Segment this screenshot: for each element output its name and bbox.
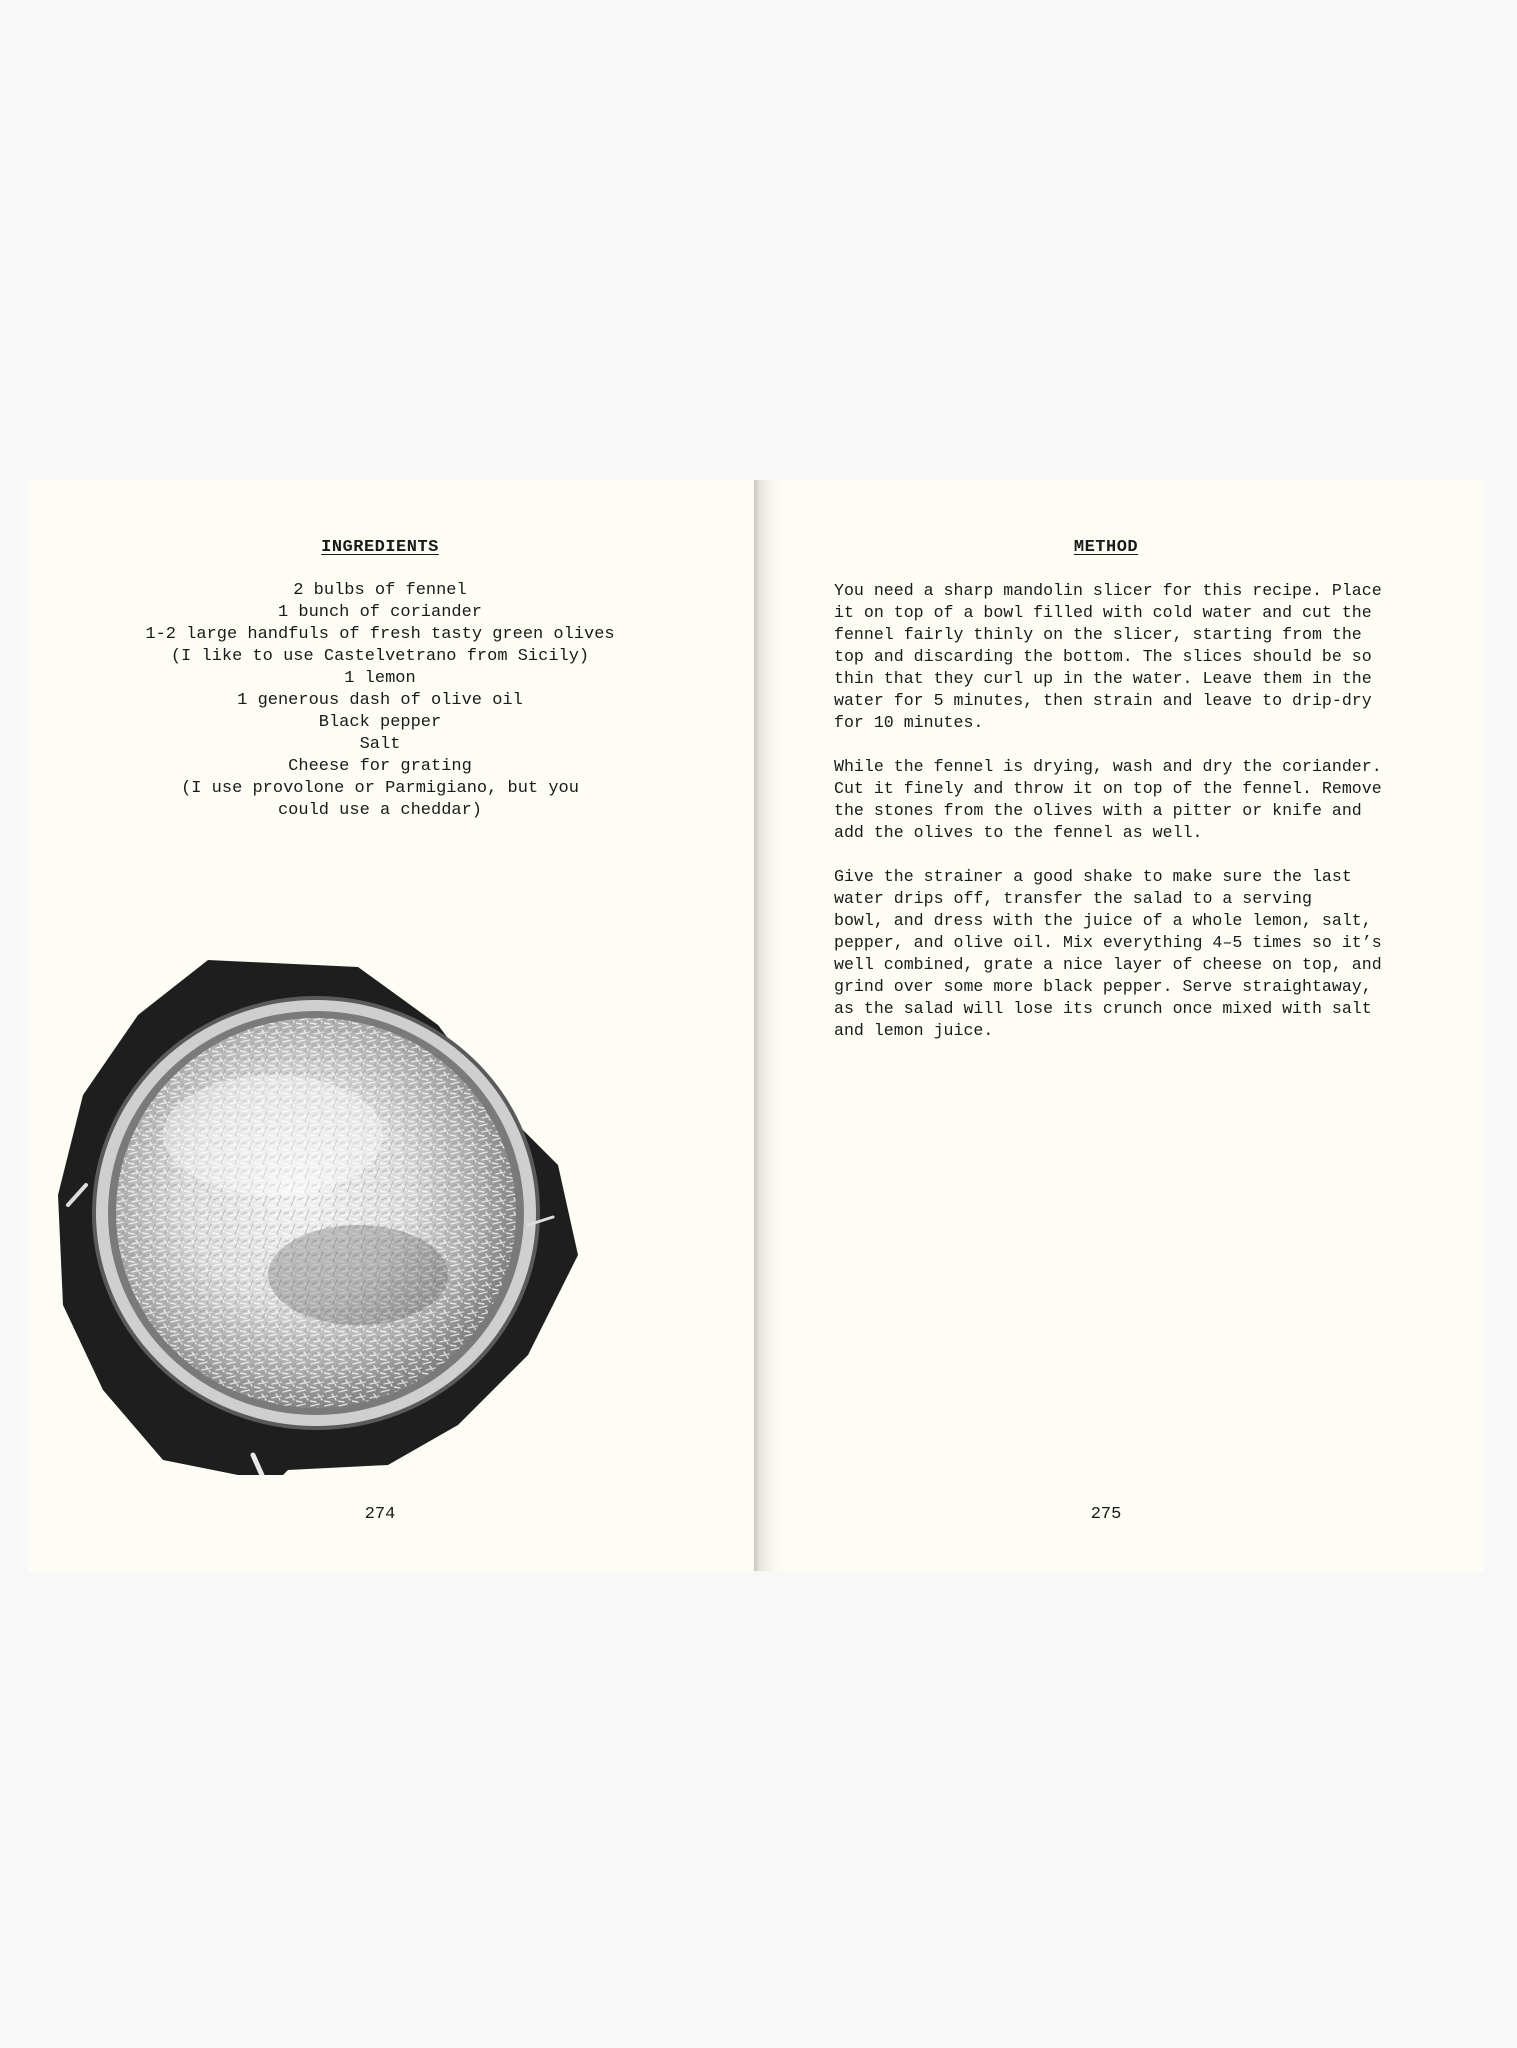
ingredient-item: Black pepper [318, 713, 442, 732]
ingredient-item: (I use provolone or Parmigiano, but you [181, 779, 579, 798]
left-page [28, 480, 756, 1571]
ingredient-item: Cheese for grating [288, 757, 472, 776]
method-heading: METHOD [1073, 538, 1139, 557]
ingredient-item: 1-2 large handfuls of fresh tasty green olives [145, 625, 615, 644]
ingredients-list [28, 580, 732, 822]
method-paragraph: While the fennel is drying, wash and dry the coriander. Cut it finely and throw it on top of the fennel. Remove the stones from the olives with a pitter or knife and add the olives to the fennel as well. [834, 757, 1382, 842]
book-gutter [754, 480, 757, 1571]
ingredient-item: (I like to use Castelvetrano from Sicily) [170, 647, 590, 666]
ingredient-item: Salt [359, 735, 401, 754]
ingredient-item: 1 generous dash of olive oil [237, 691, 523, 710]
method-paragraph: Give the strainer a good shake to make sure the last water drips off, transfer the salad to a serving bowl, and dress with the juice of a whole lemon, salt, pepper, and olive oil. Mix everything 4–5 times so it’s well combined, grate a nice layer of cheese on top, and grind over some more black pepper. Serve straightaway, as the salad will lose its crunch once mixed with salt and lemon juice. [834, 867, 1382, 1040]
method-text [834, 580, 1434, 1064]
grated-cheese-bowl-photo [58, 955, 578, 1475]
page-number-right: 275 [1090, 1505, 1122, 1524]
ingredient-item: 1 bunch of coriander [277, 603, 483, 622]
method-paragraph: You need a sharp mandolin slicer for this recipe. Place it on top of a bowl filled with cold water and cut the fennel fairly thinly on the slicer, starting from the top and discarding the bottom. The slices should be so thin that they curl up in the water. Leave them in the water for 5 minutes, then strain and leave to drip-dry for 10 minutes. [834, 581, 1382, 732]
ingredient-item: 1 lemon [344, 669, 416, 688]
ingredients-heading: INGREDIENTS [321, 538, 439, 557]
ingredient-item: could use a cheddar) [277, 801, 483, 820]
book-spread [28, 480, 1484, 1571]
page-number-left: 274 [364, 1505, 396, 1524]
ingredient-item: 2 bulbs of fennel [293, 581, 467, 600]
